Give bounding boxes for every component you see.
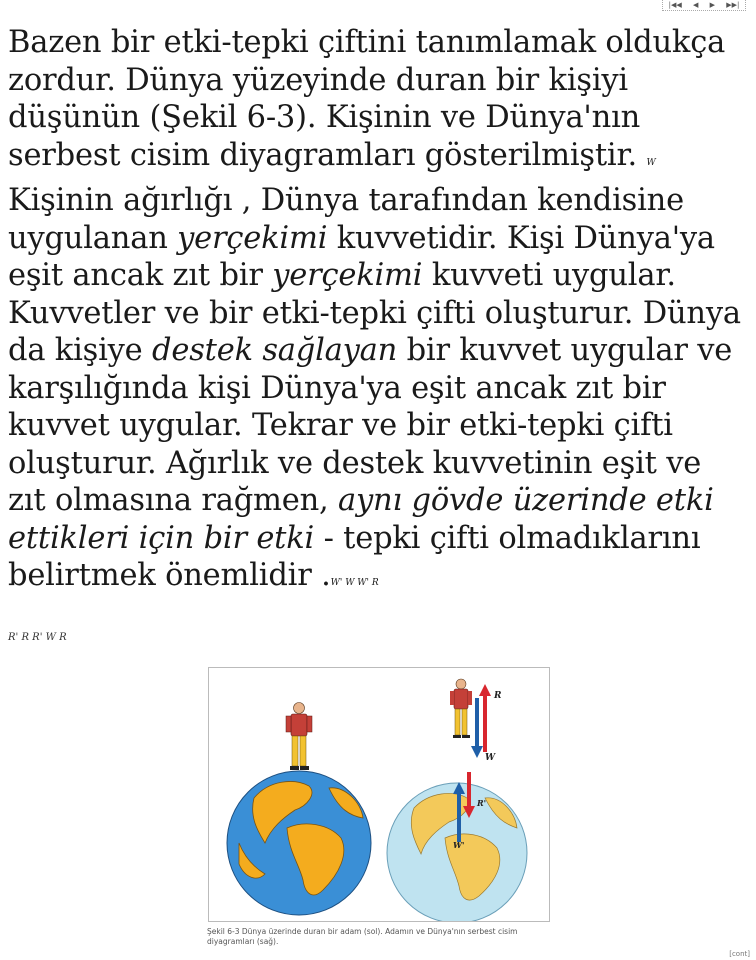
left-earth-globe (227, 771, 371, 915)
label-Wprime: W' (453, 840, 465, 850)
emphasis-gravity: yerçekimi (272, 258, 423, 293)
page-nav-strip (662, 0, 746, 11)
figure-illustration (209, 668, 549, 921)
first-page-button[interactable]: |◀◀ (668, 1, 682, 9)
emphasis-same-body: aynı gövde üzerinde etki ettikleri için bir etki (8, 483, 714, 556)
continue-marker[interactable]: [cont] (729, 950, 750, 958)
text-segment: kuvveti uygular. Kuvvetler ve bir etki-tepki çifti oluşturur. Dünya da kişiye (8, 258, 741, 368)
emphasis-support: destek sağlayan (152, 333, 398, 368)
label-W: W (485, 753, 496, 763)
standing-man-figure (286, 703, 312, 771)
prev-page-button[interactable]: ◀ (692, 1, 699, 9)
weight-symbol: W (646, 157, 656, 168)
text-segment: - tepki çifti olmadıklarını belirtmek önemlidir . (8, 520, 701, 593)
text-segment: Kişinin ağırlığı , Dünya tarafından kendisine uygulanan (8, 183, 684, 256)
text-segment: kuvvetidir. Kişi Dünya'ya eşit ancak zıt bir (8, 220, 715, 293)
text-segment: Bazen bir etki-tepki çiftini tanımlamak oldukça zordur. Dünya yüzeyinde duran bir kişiyi düşünün (Şekil 6-3). Kişinin ve Dünya'nın serbest cisim diyagramları gösterilmiştir. (8, 25, 726, 173)
force-symbols: W' W W' R (330, 578, 379, 588)
next-page-button[interactable]: ▶ (709, 1, 715, 9)
free-body-man-figure (450, 679, 472, 738)
label-Rprime: R' (477, 798, 487, 808)
figure-caption: Şekil 6-3 Dünya üzerinde duran bir adam (sol). Adamın ve Dünya'nın serbest cisim diyagramları (sağ). (207, 927, 518, 946)
last-page-button[interactable]: ▶▶| (726, 1, 740, 9)
figure-6-3 (208, 667, 550, 922)
emphasis-gravity: yerçekimi (177, 220, 328, 256)
body-paragraph (8, 24, 748, 603)
support-force-arrow-R (479, 684, 491, 752)
weight-force-arrow-W (471, 698, 483, 758)
text-segment: bir kuvvet uygular ve karşılığında kişi Dünya'ya eşit ancak zıt bir kuvvet uygular. Tekrar ve bir etki-tepki çifti oluşturur. Ağırlık ve destek kuvvetinin eşit ve zıt olmasına rağmen, (8, 333, 733, 518)
label-R: R (494, 691, 502, 701)
force-symbols-line: R' R R' W R (8, 632, 67, 643)
